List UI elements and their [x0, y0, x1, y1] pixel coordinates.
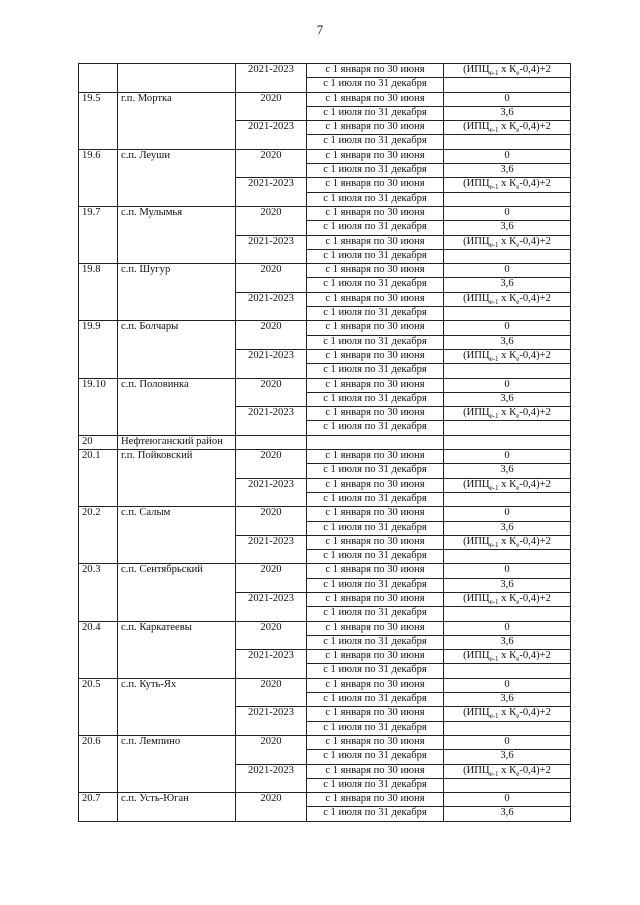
municipality-name: с.п. Салым: [118, 507, 236, 564]
period-cell: с 1 июля по 31 декабря: [307, 550, 444, 564]
period-cell: с 1 июля по 31 декабря: [307, 135, 444, 149]
year-cell: 2021-2023: [236, 407, 307, 436]
period-cell: с 1 июля по 31 декабря: [307, 278, 444, 292]
municipality-name: г.п. Пойковский: [118, 450, 236, 507]
period-cell: с 1 июля по 31 декабря: [307, 492, 444, 506]
year-cell: 2020: [236, 793, 307, 822]
formula-sub2: е: [516, 483, 520, 492]
table-row: [79, 564, 571, 578]
year-cell: 2020: [236, 564, 307, 593]
value-cell: [444, 135, 571, 149]
formula-cell: [444, 650, 571, 664]
formula-mid: х К: [498, 707, 517, 719]
year-cell: 2020: [236, 678, 307, 707]
formula-sub2: е: [516, 69, 520, 78]
row-number: 19.8: [79, 264, 118, 321]
value-cell: 3,6: [444, 106, 571, 120]
formula-post: -0,4)+2: [519, 121, 551, 133]
formula-post: -0,4)+2: [519, 292, 551, 304]
formula-cell: [444, 707, 571, 721]
row-number: 20.6: [79, 735, 118, 792]
year-cell: 2021-2023: [236, 707, 307, 736]
value-cell: 0: [444, 450, 571, 464]
value-cell: [444, 421, 571, 435]
period-cell: с 1 июля по 31 декабря: [307, 392, 444, 406]
year-cell: 2021-2023: [236, 64, 307, 93]
formula-mid: х К: [498, 292, 517, 304]
period-cell: с 1 июля по 31 декабря: [307, 607, 444, 621]
formula-mid: х К: [498, 64, 517, 75]
period-cell: с 1 июля по 31 декабря: [307, 664, 444, 678]
value-cell: 3,6: [444, 750, 571, 764]
period-cell: с 1 января по 30 июня: [307, 707, 444, 721]
formula-cell: [444, 349, 571, 363]
value-cell: 3,6: [444, 635, 571, 649]
formula-sub1: е-1: [489, 355, 499, 364]
formula-sub1: е-1: [489, 598, 499, 607]
formula-mid: х К: [498, 121, 517, 133]
period-cell: с 1 января по 30 июня: [307, 478, 444, 492]
row-number: 19.6: [79, 149, 118, 206]
formula-pre: (ИПЦ: [463, 235, 490, 247]
period-cell: с 1 июля по 31 декабря: [307, 249, 444, 263]
value-cell: [444, 307, 571, 321]
value-cell: [444, 664, 571, 678]
municipality-name: с.п. Каркатеевы: [118, 621, 236, 678]
table-row: [79, 264, 571, 278]
year-cell: 2021-2023: [236, 292, 307, 321]
year-cell: 2020: [236, 621, 307, 650]
period-cell: с 1 января по 30 июня: [307, 764, 444, 778]
formula-cell: [444, 478, 571, 492]
period-cell: с 1 января по 30 июня: [307, 264, 444, 278]
table-row: [79, 621, 571, 635]
municipality-name: Нефтеюганский район: [118, 435, 236, 449]
formula-cell: [444, 292, 571, 306]
value-cell: 3,6: [444, 464, 571, 478]
period-cell: с 1 июля по 31 декабря: [307, 221, 444, 235]
period-cell: с 1 июля по 31 декабря: [307, 335, 444, 349]
year-cell: 2020: [236, 378, 307, 407]
formula-pre: (ИПЦ: [463, 592, 490, 604]
formula-cell: [444, 178, 571, 192]
period-cell: с 1 июля по 31 декабря: [307, 721, 444, 735]
value-cell: 0: [444, 92, 571, 106]
formula-sub1: е-1: [489, 412, 499, 421]
period-cell: с 1 июля по 31 декабря: [307, 192, 444, 206]
formula-post: -0,4)+2: [519, 178, 551, 190]
municipality-name: с.п. Болчары: [118, 321, 236, 378]
municipality-name: с.п. Усть-Юган: [118, 793, 236, 822]
period-cell: с 1 июля по 31 декабря: [307, 421, 444, 435]
row-number: 19.5: [79, 92, 118, 149]
formula-pre: (ИПЦ: [463, 349, 490, 361]
formula-sub2: е: [516, 655, 520, 664]
period-cell: [307, 435, 444, 449]
period-cell: с 1 января по 30 июня: [307, 621, 444, 635]
value-cell: [444, 192, 571, 206]
value-cell: [444, 550, 571, 564]
value-cell: 0: [444, 507, 571, 521]
formula-post: -0,4)+2: [519, 478, 551, 490]
year-cell: 2020: [236, 321, 307, 350]
formula-sub2: е: [516, 412, 520, 421]
formula-sub2: е: [516, 297, 520, 306]
value-cell: [444, 435, 571, 449]
formula-post: -0,4)+2: [519, 764, 551, 776]
value-cell: [444, 607, 571, 621]
formula-post: -0,4)+2: [519, 349, 551, 361]
year-cell: 2021-2023: [236, 764, 307, 793]
period-cell: с 1 июля по 31 декабря: [307, 693, 444, 707]
year-cell: 2021-2023: [236, 121, 307, 150]
value-cell: 0: [444, 793, 571, 807]
value-cell: 3,6: [444, 578, 571, 592]
row-number: 20.3: [79, 564, 118, 621]
table-row: [79, 678, 571, 692]
formula-pre: (ИПЦ: [463, 650, 490, 662]
formula-sub2: е: [516, 769, 520, 778]
period-cell: с 1 января по 30 июня: [307, 564, 444, 578]
formula-sub1: е-1: [489, 655, 499, 664]
value-cell: 0: [444, 564, 571, 578]
period-cell: с 1 июля по 31 декабря: [307, 578, 444, 592]
formula-sub2: е: [516, 355, 520, 364]
period-cell: с 1 января по 30 июня: [307, 92, 444, 106]
year-cell: 2020: [236, 206, 307, 235]
year-cell: 2021-2023: [236, 592, 307, 621]
row-number: 20.2: [79, 507, 118, 564]
period-cell: с 1 января по 30 июня: [307, 178, 444, 192]
row-number: 20.1: [79, 450, 118, 507]
period-cell: с 1 января по 30 июня: [307, 321, 444, 335]
value-cell: 0: [444, 264, 571, 278]
value-cell: [444, 364, 571, 378]
period-cell: с 1 января по 30 июня: [307, 535, 444, 549]
period-cell: с 1 июля по 31 декабря: [307, 106, 444, 120]
formula-mid: х К: [498, 592, 517, 604]
municipality-name: с.п. Леуши: [118, 149, 236, 206]
period-cell: с 1 июля по 31 декабря: [307, 750, 444, 764]
formula-post: -0,4)+2: [519, 407, 551, 419]
period-cell: с 1 января по 30 июня: [307, 450, 444, 464]
formula-sub2: е: [516, 183, 520, 192]
municipality-name: [118, 64, 236, 93]
value-cell: 0: [444, 621, 571, 635]
year-cell: [236, 435, 307, 449]
formula-mid: х К: [498, 764, 517, 776]
formula-pre: (ИПЦ: [463, 407, 490, 419]
period-cell: с 1 января по 30 июня: [307, 206, 444, 220]
table-row: [79, 206, 571, 220]
row-number: 19.10: [79, 378, 118, 435]
period-cell: с 1 июля по 31 декабря: [307, 78, 444, 92]
value-cell: [444, 78, 571, 92]
value-cell: 3,6: [444, 335, 571, 349]
period-cell: с 1 июля по 31 декабря: [307, 521, 444, 535]
row-number: [79, 64, 118, 93]
value-cell: 0: [444, 678, 571, 692]
formula-cell: [444, 764, 571, 778]
value-cell: [444, 492, 571, 506]
year-cell: 2021-2023: [236, 650, 307, 679]
value-cell: 0: [444, 149, 571, 163]
value-cell: 0: [444, 378, 571, 392]
formula-pre: (ИПЦ: [463, 121, 490, 133]
period-cell: с 1 июля по 31 декабря: [307, 635, 444, 649]
year-cell: 2020: [236, 507, 307, 536]
formula-cell: [444, 64, 571, 78]
period-cell: с 1 июля по 31 декабря: [307, 164, 444, 178]
formula-sub2: е: [516, 712, 520, 721]
row-number: 20.7: [79, 793, 118, 822]
municipality-name: с.п. Куть-Ях: [118, 678, 236, 735]
table-row: [79, 507, 571, 521]
year-cell: 2021-2023: [236, 178, 307, 207]
period-cell: с 1 января по 30 июня: [307, 235, 444, 249]
formula-mid: х К: [498, 407, 517, 419]
table-row: [79, 321, 571, 335]
period-cell: с 1 января по 30 июня: [307, 149, 444, 163]
value-cell: 3,6: [444, 693, 571, 707]
tariff-table: [78, 63, 571, 822]
period-cell: с 1 июля по 31 декабря: [307, 778, 444, 792]
period-cell: с 1 июля по 31 декабря: [307, 464, 444, 478]
formula-post: -0,4)+2: [519, 650, 551, 662]
period-cell: с 1 июля по 31 декабря: [307, 364, 444, 378]
period-cell: с 1 января по 30 июня: [307, 121, 444, 135]
formula-sub1: е-1: [489, 183, 499, 192]
value-cell: 0: [444, 321, 571, 335]
period-cell: с 1 января по 30 июня: [307, 735, 444, 749]
formula-pre: (ИПЦ: [463, 178, 490, 190]
table-row: [79, 793, 571, 807]
formula-post: -0,4)+2: [519, 592, 551, 604]
period-cell: с 1 января по 30 июня: [307, 650, 444, 664]
formula-mid: х К: [498, 235, 517, 247]
formula-post: -0,4)+2: [519, 64, 551, 75]
value-cell: 3,6: [444, 278, 571, 292]
formula-cell: [444, 592, 571, 606]
formula-cell: [444, 407, 571, 421]
formula-cell: [444, 535, 571, 549]
period-cell: с 1 июля по 31 декабря: [307, 807, 444, 821]
table-row: [79, 450, 571, 464]
formula-mid: х К: [498, 349, 517, 361]
value-cell: 3,6: [444, 392, 571, 406]
municipality-name: с.п. Сентябрьский: [118, 564, 236, 621]
municipality-name: с.п. Половинка: [118, 378, 236, 435]
formula-sub1: е-1: [489, 297, 499, 306]
value-cell: 3,6: [444, 164, 571, 178]
formula-sub1: е-1: [489, 240, 499, 249]
period-cell: с 1 января по 30 июня: [307, 507, 444, 521]
year-cell: 2021-2023: [236, 535, 307, 564]
formula-mid: х К: [498, 478, 517, 490]
period-cell: с 1 января по 30 июня: [307, 592, 444, 606]
period-cell: с 1 января по 30 июня: [307, 292, 444, 306]
formula-pre: (ИПЦ: [463, 292, 490, 304]
row-number: 20.4: [79, 621, 118, 678]
formula-pre: (ИПЦ: [463, 535, 490, 547]
formula-mid: х К: [498, 178, 517, 190]
table-row: [79, 92, 571, 106]
year-cell: 2021-2023: [236, 349, 307, 378]
year-cell: 2020: [236, 149, 307, 178]
table-row: [79, 378, 571, 392]
table-row: [79, 64, 571, 78]
municipality-name: г.п. Мортка: [118, 92, 236, 149]
formula-cell: [444, 121, 571, 135]
value-cell: 3,6: [444, 221, 571, 235]
value-cell: 0: [444, 206, 571, 220]
formula-sub1: е-1: [489, 540, 499, 549]
formula-sub1: е-1: [489, 126, 499, 135]
formula-sub2: е: [516, 126, 520, 135]
value-cell: [444, 778, 571, 792]
formula-sub2: е: [516, 598, 520, 607]
year-cell: 2020: [236, 450, 307, 479]
municipality-name: с.п. Лемпино: [118, 735, 236, 792]
year-cell: 2021-2023: [236, 235, 307, 264]
row-number: 20.5: [79, 678, 118, 735]
row-number: 20: [79, 435, 118, 449]
year-cell: 2020: [236, 735, 307, 764]
row-number: 19.9: [79, 321, 118, 378]
value-cell: 3,6: [444, 807, 571, 821]
value-cell: [444, 249, 571, 263]
value-cell: 0: [444, 735, 571, 749]
formula-post: -0,4)+2: [519, 535, 551, 547]
formula-sub1: е-1: [489, 712, 499, 721]
formula-post: -0,4)+2: [519, 235, 551, 247]
formula-sub2: е: [516, 240, 520, 249]
period-cell: с 1 января по 30 июня: [307, 793, 444, 807]
formula-pre: (ИПЦ: [463, 64, 490, 75]
formula-sub1: е-1: [489, 769, 499, 778]
year-cell: 2021-2023: [236, 478, 307, 507]
formula-mid: х К: [498, 650, 517, 662]
formula-sub2: е: [516, 540, 520, 549]
period-cell: с 1 января по 30 июня: [307, 349, 444, 363]
period-cell: с 1 января по 30 июня: [307, 407, 444, 421]
period-cell: с 1 января по 30 июня: [307, 678, 444, 692]
table-row: [79, 149, 571, 163]
municipality-name: с.п. Шугур: [118, 264, 236, 321]
formula-post: -0,4)+2: [519, 707, 551, 719]
table-row: [79, 435, 571, 449]
formula-mid: х К: [498, 535, 517, 547]
period-cell: с 1 июля по 31 декабря: [307, 307, 444, 321]
municipality-name: с.п. Мулымья: [118, 206, 236, 263]
formula-cell: [444, 235, 571, 249]
formula-pre: (ИПЦ: [463, 707, 490, 719]
page-number: 7: [316, 22, 324, 37]
formula-sub1: е-1: [489, 483, 499, 492]
formula-sub1: е-1: [489, 69, 499, 78]
table-row: [79, 735, 571, 749]
year-cell: 2020: [236, 264, 307, 293]
formula-pre: (ИПЦ: [463, 478, 490, 490]
formula-pre: (ИПЦ: [463, 764, 490, 776]
period-cell: с 1 января по 30 июня: [307, 378, 444, 392]
row-number: 19.7: [79, 206, 118, 263]
value-cell: 3,6: [444, 521, 571, 535]
value-cell: [444, 721, 571, 735]
year-cell: 2020: [236, 92, 307, 121]
period-cell: с 1 января по 30 июня: [307, 64, 444, 78]
tariff-table-body: [79, 64, 571, 822]
